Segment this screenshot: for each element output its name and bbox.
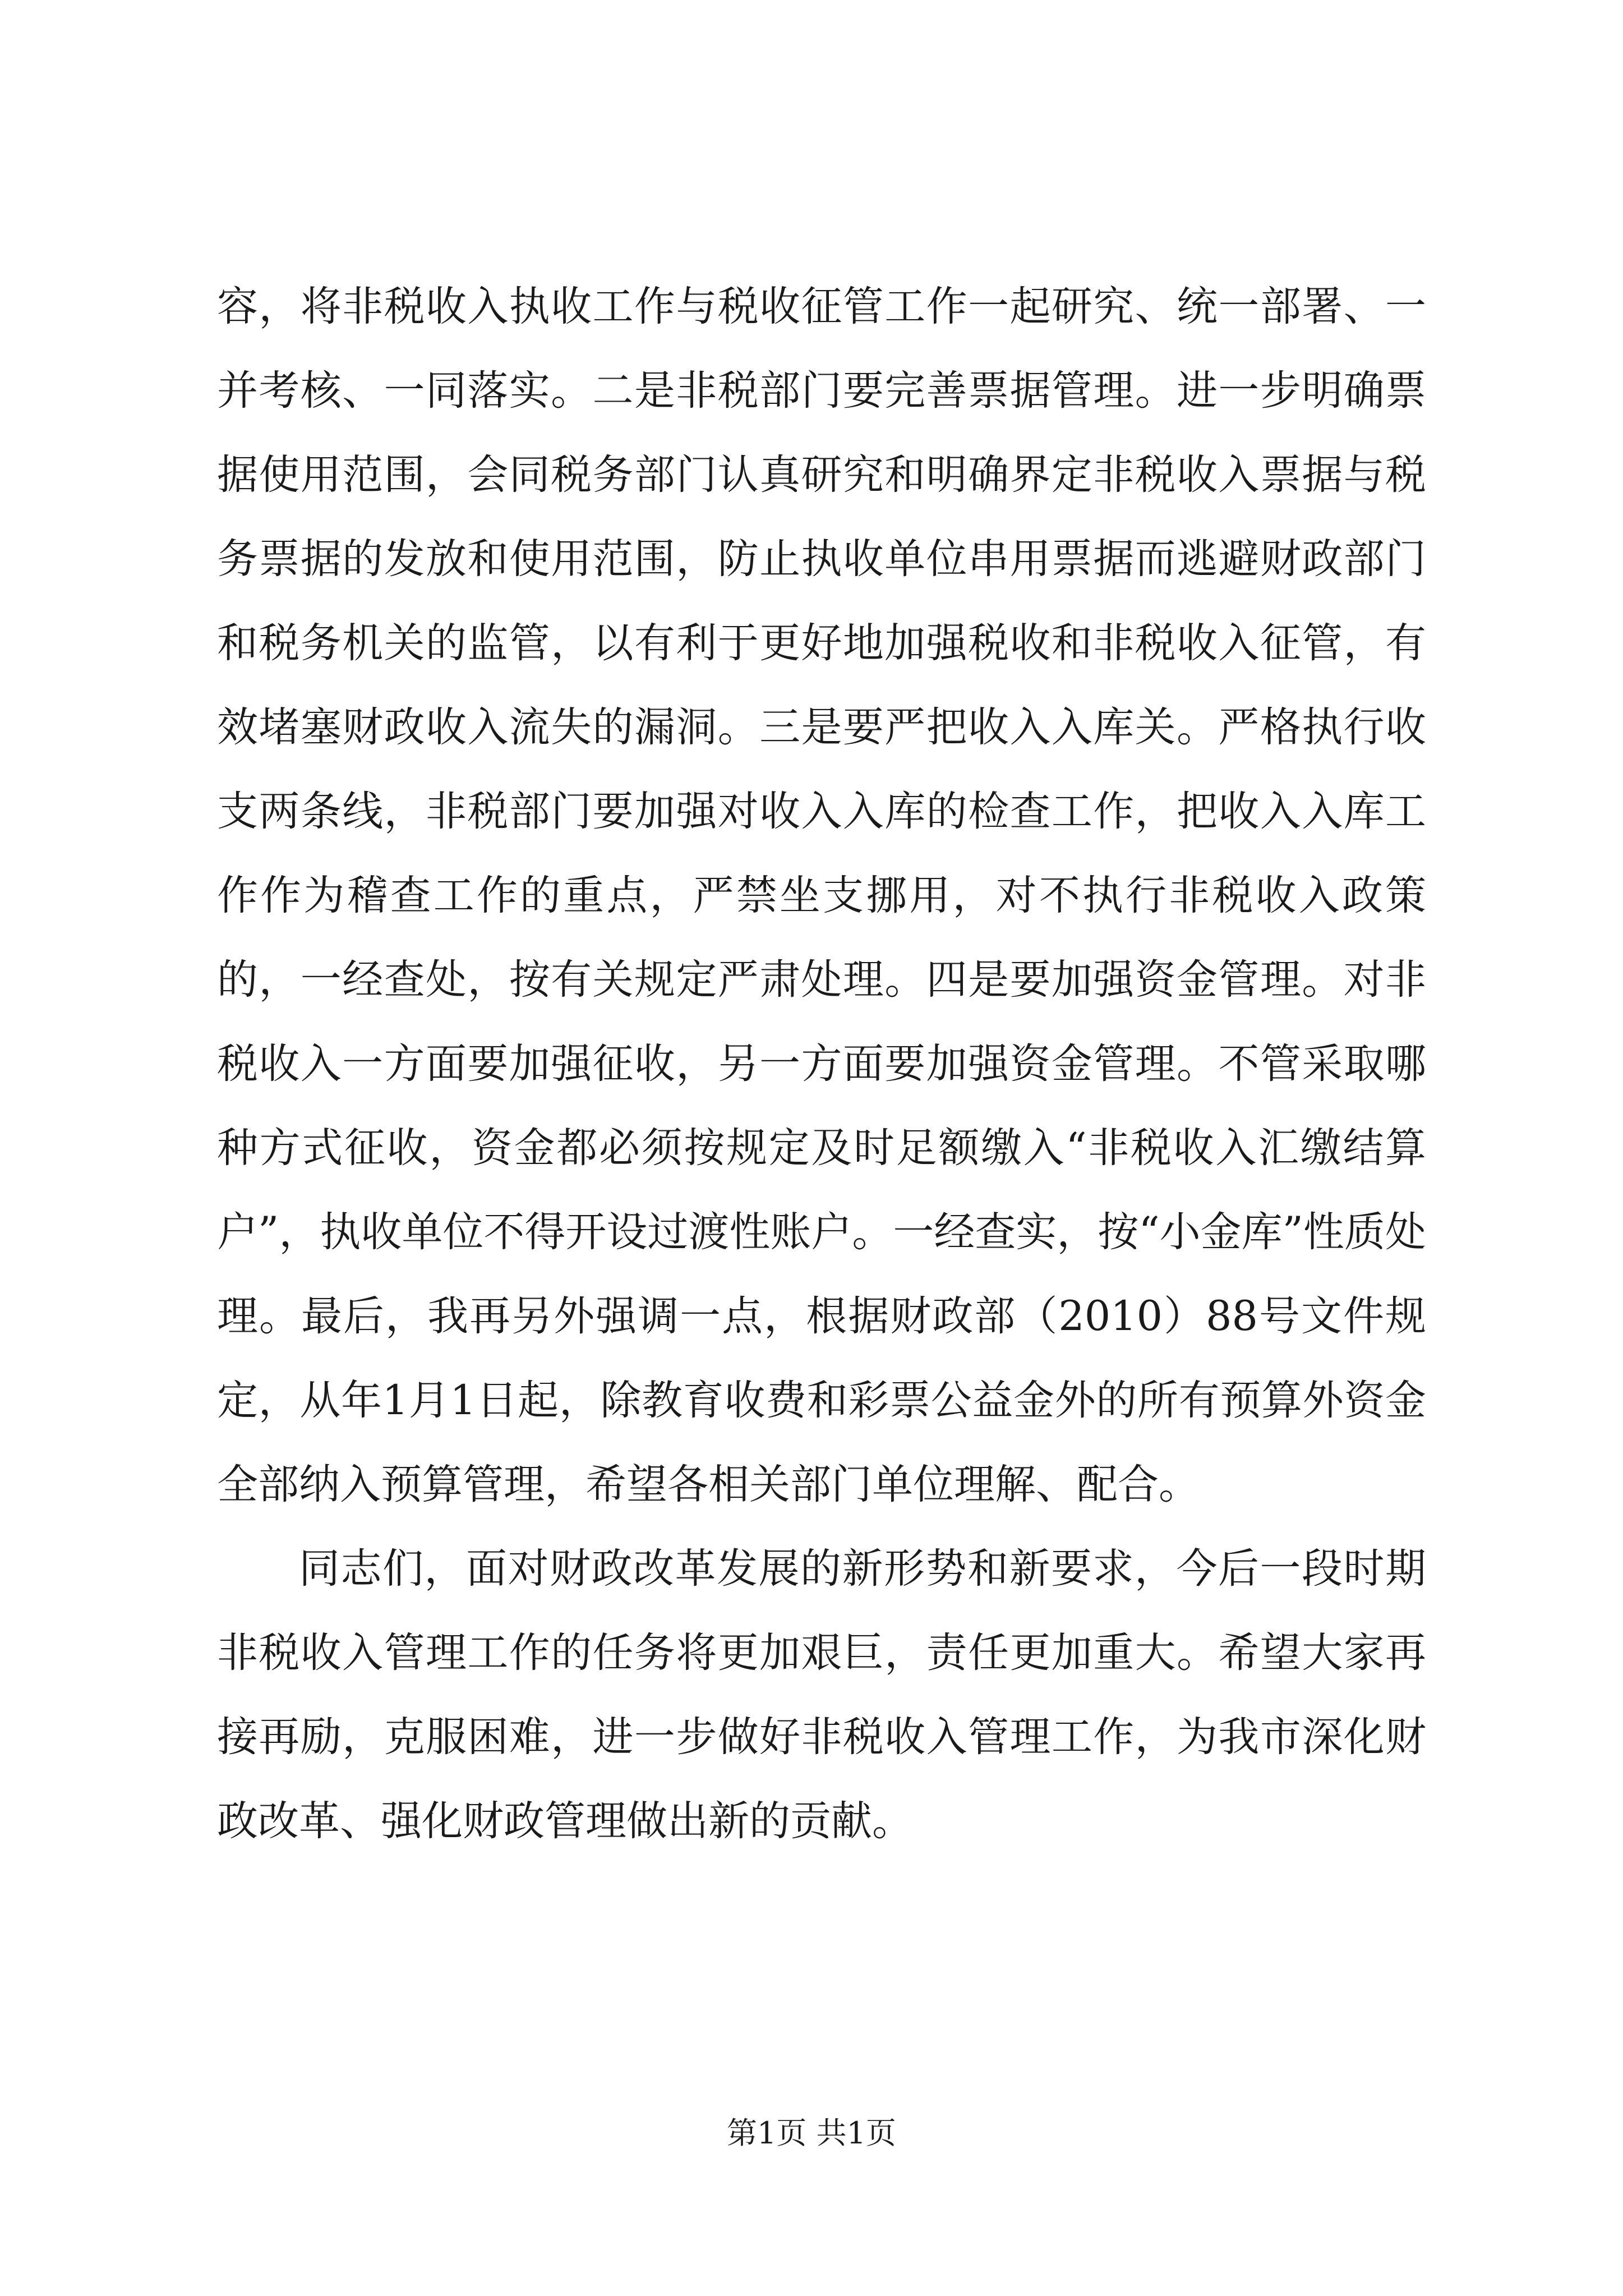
body-paragraph-2: 同志们，面对财政改革发展的新形势和新要求，今后一段时期非税收入管理工作的任务将更加艰巨，责任更加重大。希望大家再接再励，克服困难，进一步做好非税收入管理工作，为我市深化财政改革、强化财政管理做出新的贡献。 [217,1545,1426,1845]
document-body [217,265,1426,1864]
page-number-footer: 第1页 共1页 [727,2115,896,2151]
body-paragraph-1: 容，将非税收入执收工作与税收征管工作一起研究、统一部署、一并考核、一同落实。二是非税部门要完善票据管理。进一步明确票据使用范围，会同税务部门认真研究和明确界定非税收入票据与税务票据的发放和使用范围，防止执收单位串用票据而逃避财政部门和税务机关的监管，以有利于更好地加强税收和非税收入征管，有效堵塞财政收入流失的漏洞。三是要严把收入入库关。严格执行收支两条线，非税部门要加强对收入入库的检查工作，把收入入库工作作为稽查工作的重点，严禁坐支挪用，对不执行非税收入政策的，一经查处，按有关规定严肃处理。四是要加强资金管理。对非税收入一方面要加强征收，另一方面要加强资金管理。不管采取哪种方式征收，资金都必须按规定及时足额缴入“非税收入汇缴结算户”，执收单位不得开设过渡性账户。一经查实，按“小金库”性质处理。最后，我再另外强调一点，根据财政部（2010）88号文件规定，从年1月1日起，除教育收费和彩票公益金外的所有预算外资金全部纳入预算管理，希望各相关部门单位理解、配合。 [217,283,1426,1508]
